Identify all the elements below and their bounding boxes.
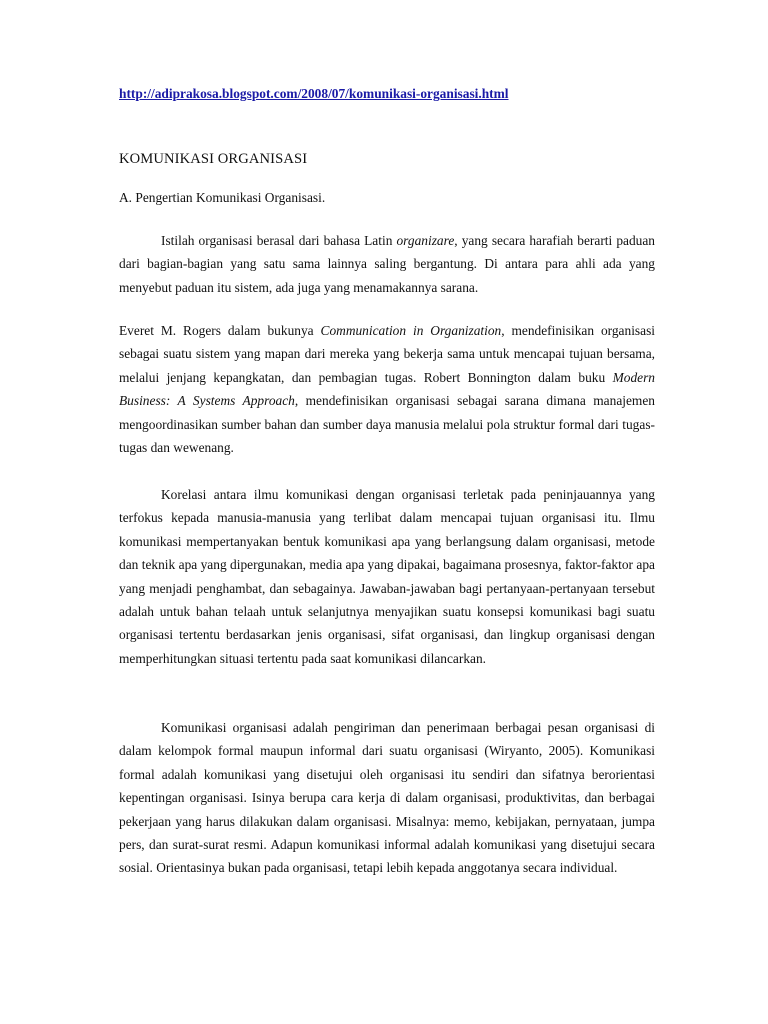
paragraph-4: Komunikasi organisasi adalah pengiriman dan penerimaan berbagai pesan organisasi di dalam kelompok formal maupun informal dari suatu organisasi (Wiryanto, 2005). Komunikasi formal adalah komunikasi yang disetujui oleh organisasi itu sendiri dan sifatnya berorientasi kepentingan organisasi. Isinya berupa cara kerja di dalam organisasi, produktivitas, dan berbagai pekerjaan yang harus dilakukan dalam organisasi. Misalnya: memo, kebijakan, pernyataan, jumpa pers, dan surat-surat resmi. Adapun komunikasi informal adalah komunikasi yang disetujui secara sosial. Orientasinya bukan pada organisasi, tetapi lebih kepada anggotanya secara individual. [119,720,655,876]
paragraph-2-book-1: Communication in Organization [320,323,502,338]
paragraph-2-text-e: , mendefinisikan organisasi sebagai sarana dimana manajemen mengoordinasikan sumber bahan dan sumber daya manusia melalui pola struktur formal dari tugas-tugas dan wewenang. [119,393,655,456]
paragraph-1-text-a: Istilah organisasi berasal dari bahasa Latin [161,233,397,248]
source-link[interactable]: http://adiprakosa.blogspot.com/2008/07/komunikasi-organisasi.html [119,86,509,101]
paragraph-1-term: organizare [396,233,455,248]
paragraph-2 [119,319,655,459]
document-title: KOMUNIKASI ORGANISASI [119,151,308,167]
paragraph-1-text-c: , yang secara harafiah berarti paduan dari bagian-bagian yang satu sama lainnya saling bergantung. Di antara para ahli ada yang menyebut paduan itu sistem, ada juga yang menamakannya sarana. [119,233,655,295]
paragraph-3: Korelasi antara ilmu komunikasi dengan organisasi terletak pada peninjauannya yang terfokus kepada manusia-manusia yang terlibat dalam mencapai tujuan organisasi itu. Ilmu komunikasi mempertanyakan bentuk komunikasi apa yang berlangsung dalam organisasi, metode dan teknik apa yang dipergunakan, media apa yang dipakai, bagaimana prosesnya, faktor-faktor apa yang menjadi penghambat, dan sebagainya. Jawaban-jawaban bagi pertanyaan-pertanyaan tersebut adalah untuk bahan telaah untuk selanjutnya menyajikan suatu konsepsi komunikasi bagi suatu organisasi tertentu berdasarkan jenis organisasi, sifat organisasi, dan lingkup organisasi dengan memperhitungkan situasi tertentu pada saat komunikasi dilancarkan. [119,487,655,666]
section-heading: A. Pengertian Komunikasi Organisasi. [119,190,326,205]
paragraph-2-text-a: Everet M. Rogers dalam bukunya [119,323,321,338]
paragraph-2-book-2: Modern Business: A Systems Approach [119,369,655,409]
paragraph-2-text-c: , mendefinisikan organisasi sebagai suatu sistem yang mapan dari mereka yang bekerja sama untuk mencapai tujuan bersama, melalui jenjang kepangkatan, dan pembagian tugas. Robert Bonnington dalam buku [119,323,656,385]
paragraph-1 [119,229,655,299]
